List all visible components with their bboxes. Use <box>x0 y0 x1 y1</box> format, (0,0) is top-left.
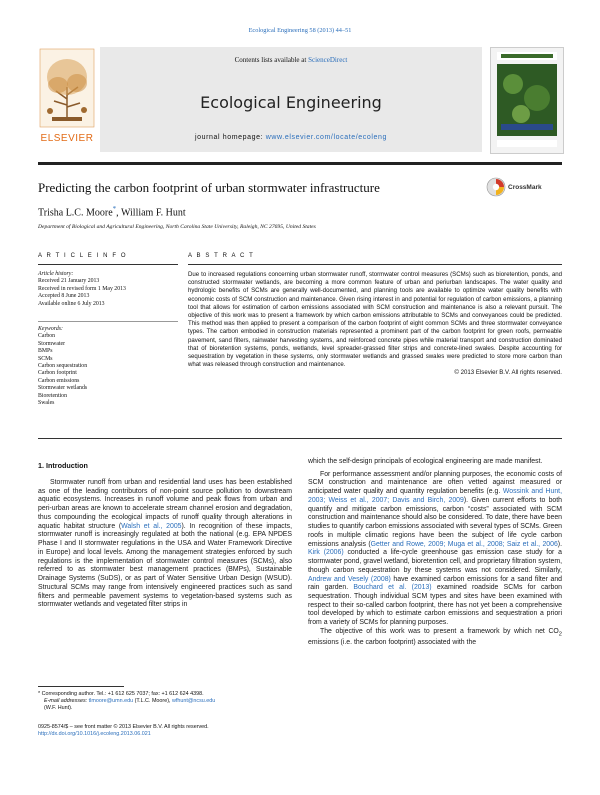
contents-prefix: Contents lists available at <box>234 56 309 64</box>
email-owner: (T.L.C. Moore), <box>133 698 173 704</box>
body-paragraph <box>38 479 292 610</box>
history-item: Available online 6 July 2013 <box>38 300 105 307</box>
reference-link[interactable]: Getter and Rowe, 2009; Muga et al., 2008; Saiz et al., 2006 <box>370 540 558 548</box>
body-text: ). In recognition of these impacts, stormwater runoff is increasingly regulated at both the national (e.g. EPA NPDES Phase I and II stormwater regulations in the USA and Water Framework Directive in Europe) and local levels. Among the management strategies enforced by such regulations is the implementation of stormwater control measures (SCMs), also referred to as stormwater best management practices (BMPs), Sustainable Drainage Systems (SuDS), or as part of Water Sensitive Urban Design (WSUD). Structural SCMs may range from intensively engineered practices such as sand filters and permeable pavement systems to vegetation-based systems such as stormwater wetlands and vegetated filter strips in <box>38 522 292 609</box>
abstract-bottom-rule <box>38 438 562 439</box>
email-link[interactable]: tlmoore@umn.edu <box>88 698 134 704</box>
keyword-item: Stormwater wetlands <box>38 385 88 392</box>
keyword-item: Stormwater <box>38 340 66 347</box>
body-paragraph: which the self-design principals of ecological engineering are made manifest. <box>308 458 543 465</box>
body-text: For performance assessment and/or planning purposes, the economic costs of SCM construction and maintenance are often vetted against measured or anticipated water quality and quantity regulation benefits (e.g. <box>308 470 562 496</box>
reference-link[interactable]: Kirk (2006) <box>308 549 344 557</box>
body-text: emissions (i.e. the carbon footprint) associated with the <box>308 639 477 647</box>
keyword-item: Carbon emissions <box>38 377 80 384</box>
history-item: Received in revised form 1 May 2013 <box>38 285 126 292</box>
keyword-item: Carbon <box>38 333 56 340</box>
keyword-item: Carbon sequestration <box>38 363 88 370</box>
copyright-notice: © 2013 Elsevier B.V. All rights reserved. <box>454 369 562 377</box>
keyword-item: BMPs <box>38 348 53 355</box>
keywords-heading: Keywords: <box>38 326 63 332</box>
footnote-corresponding <box>38 691 292 712</box>
keyword-item: Swales <box>38 400 55 407</box>
keyword-item: Bioretention <box>38 392 67 399</box>
issn-line: 0925-8574/$ – see front matter © 2013 Elsevier B.V. All rights reserved. <box>38 724 209 730</box>
email-link[interactable]: wfhunt@ncsu.edu <box>172 698 216 704</box>
reference-link[interactable]: Wossink and Hunt, 2003; Weiss et al., 2007; Davis and Birch, 2009 <box>308 488 562 504</box>
corresponding-author-mark[interactable]: * <box>112 205 117 213</box>
author-name: William F. Hunt <box>120 207 186 219</box>
keyword-item: SCMs <box>38 355 53 362</box>
abstract-label: A B S T R A C T <box>188 253 255 259</box>
contents-available <box>100 56 482 64</box>
email-owner: (W.F. Hunt). <box>44 705 73 711</box>
body-text: examined roadside SCMs for carbon sequestration. Though individual SCM types and sites have been examined with respect to their so-called carbon footprint, there has not yet been a comprehensive tool developed by which to estimate carbon emissions and sequestration a priori from a variety of SCMs for planning purposes. <box>308 584 563 627</box>
reference-link[interactable]: Bouchard et al. (2013) <box>353 584 432 592</box>
body-text: conducted a life-cycle greenhouse gas emission case study for a stormwater pond, gravel wetland, bioretention cell, and proprietary filtration system, though carbon sequestration by these systems was not considered. Similarly, <box>308 549 562 574</box>
history-heading: Article history: <box>38 271 74 277</box>
reference-link[interactable]: Andrew and Vesely (2008) <box>308 575 391 583</box>
doi-link[interactable]: http://dx.doi.org/10.1016/j.ecoleng.2013.06.021 <box>38 731 151 737</box>
body-paragraph <box>308 628 562 648</box>
keyword-list <box>38 326 178 407</box>
corresponding-contact: Corresponding author. Tel.: +1 612 625 7037; fax: +1 612 624 4398. <box>41 691 204 697</box>
author-separator: , <box>116 207 121 219</box>
crossmark-icon <box>486 177 506 197</box>
history-item: Accepted 8 June 2013 <box>38 293 90 300</box>
sciencedirect-link[interactable]: ScienceDirect <box>308 56 348 64</box>
history-item: Received 21 January 2013 <box>38 278 100 285</box>
homepage-prefix: journal homepage: <box>194 134 266 141</box>
body-paragraph <box>308 471 562 628</box>
publisher-name: ELSEVIER <box>40 133 94 144</box>
subscript: 2 <box>558 631 562 638</box>
journal-header <box>38 47 562 153</box>
homepage-link[interactable]: www.elsevier.com/locate/ecoleng <box>265 134 388 141</box>
crossmark-label: CrossMark <box>508 184 542 191</box>
header-divider <box>38 162 562 165</box>
footnote-divider <box>38 686 124 687</box>
crossmark-button[interactable] <box>486 177 546 201</box>
body-text: Stormwater runoff from urban and residential land uses has been established as one of the leading contributors of non-point source pollution to downstream aquatic ecosystems. Increases in runoff volume and peak flows from urban and peri-urban areas are known to accelerate stream channel erosion and degradation, thus compounding the ecological impacts of runoff quality through alterations in aquatic habitat structure ( <box>38 479 292 530</box>
email-label: E-mail addresses: <box>44 698 89 704</box>
body-text: The objective of this work was to present a framework by which net CO <box>320 627 559 635</box>
elsevier-tree-icon <box>38 47 96 144</box>
section-heading: 1. Introduction <box>38 461 88 470</box>
body-text: ). Given current efforts to both quantify and mitigate carbon emissions, carbon “costs” associated with SCM construction and maintenance should also be considered. To date, there have been studies to quantify carbon emissions associated with several types of SCMs. Green roofs in multiple climatic regions have been the subject of life cycle carbon emissions analysis ( <box>308 496 562 548</box>
abstract-rule <box>188 264 562 265</box>
reference-link[interactable]: Walsh et al., 2005 <box>121 522 182 530</box>
article-info-rule <box>38 264 178 265</box>
header-banner <box>100 47 482 152</box>
journal-homepage <box>100 134 482 141</box>
footnote-mark: * <box>38 691 41 697</box>
keyword-item: Carbon footprint <box>38 370 77 377</box>
abstract-body <box>188 271 562 378</box>
author-list <box>38 205 186 218</box>
journal-citation[interactable]: Ecological Engineering 58 (2013) 44–51 <box>248 27 352 34</box>
abstract-text: Due to increased regulations concerning urban stormwater runoff, stormwater control measures (SCMs) such as bioretention, ponds, and constructed stormwater wetlands, are becoming a more common feature of urban and periurban landscapes. The water quality and hydrologic benefits of SCMs are generally well-documented, and planning tools are available to optimize water quality benefits with economic costs of SCM construction and maintenance. Given rising interest in and potential for regulation of carbon emissions, a planning tool that allows for estimation of carbon emissions associated with SCM construction and maintenance is also a relevant pursuit. The objective of this work was to present a framework by which carbon emissions attributable to SCMs and conveyances could be predicted. This method was then applied to present a comparison of the carbon footprint of eight common SCMs and three stormwater conveyance types. The carbon embodied in construction materials represented a prominent part of the carbon footprint for green roofs, permeable pavement, sand filters, rainwater harvesting systems, and reinforced concrete pipes while material transport and construction dominated that of bioretention systems, ponds, wetlands, level spreader-grassed filter strips and concrete-lined swales. Despite accounting for sequestration by vegetation in these systems, only stormwater wetlands and grassed swales were predicted to store more carbon than what was released through construction and maintenance. <box>188 271 562 369</box>
journal-name: Ecological Engineering <box>200 93 382 112</box>
author-affiliation: Department of Biological and Agricultural Engineering, North Carolina State University, Raleigh, NC 27695, United States <box>38 224 316 230</box>
body-text: ). <box>557 540 562 548</box>
body-left-column <box>38 479 292 610</box>
body-right-column <box>308 458 562 648</box>
article-history <box>38 271 178 308</box>
article-title: Predicting the carbon footprint of urban stormwater infrastructure <box>38 180 380 195</box>
article-info-label: A R T I C L E I N F O <box>38 253 128 259</box>
body-text: have examined carbon emissions for a sand filter and rain garden. <box>308 575 562 592</box>
journal-cover-image <box>490 47 564 154</box>
author-name: Trisha L.C. Moore <box>38 207 113 219</box>
